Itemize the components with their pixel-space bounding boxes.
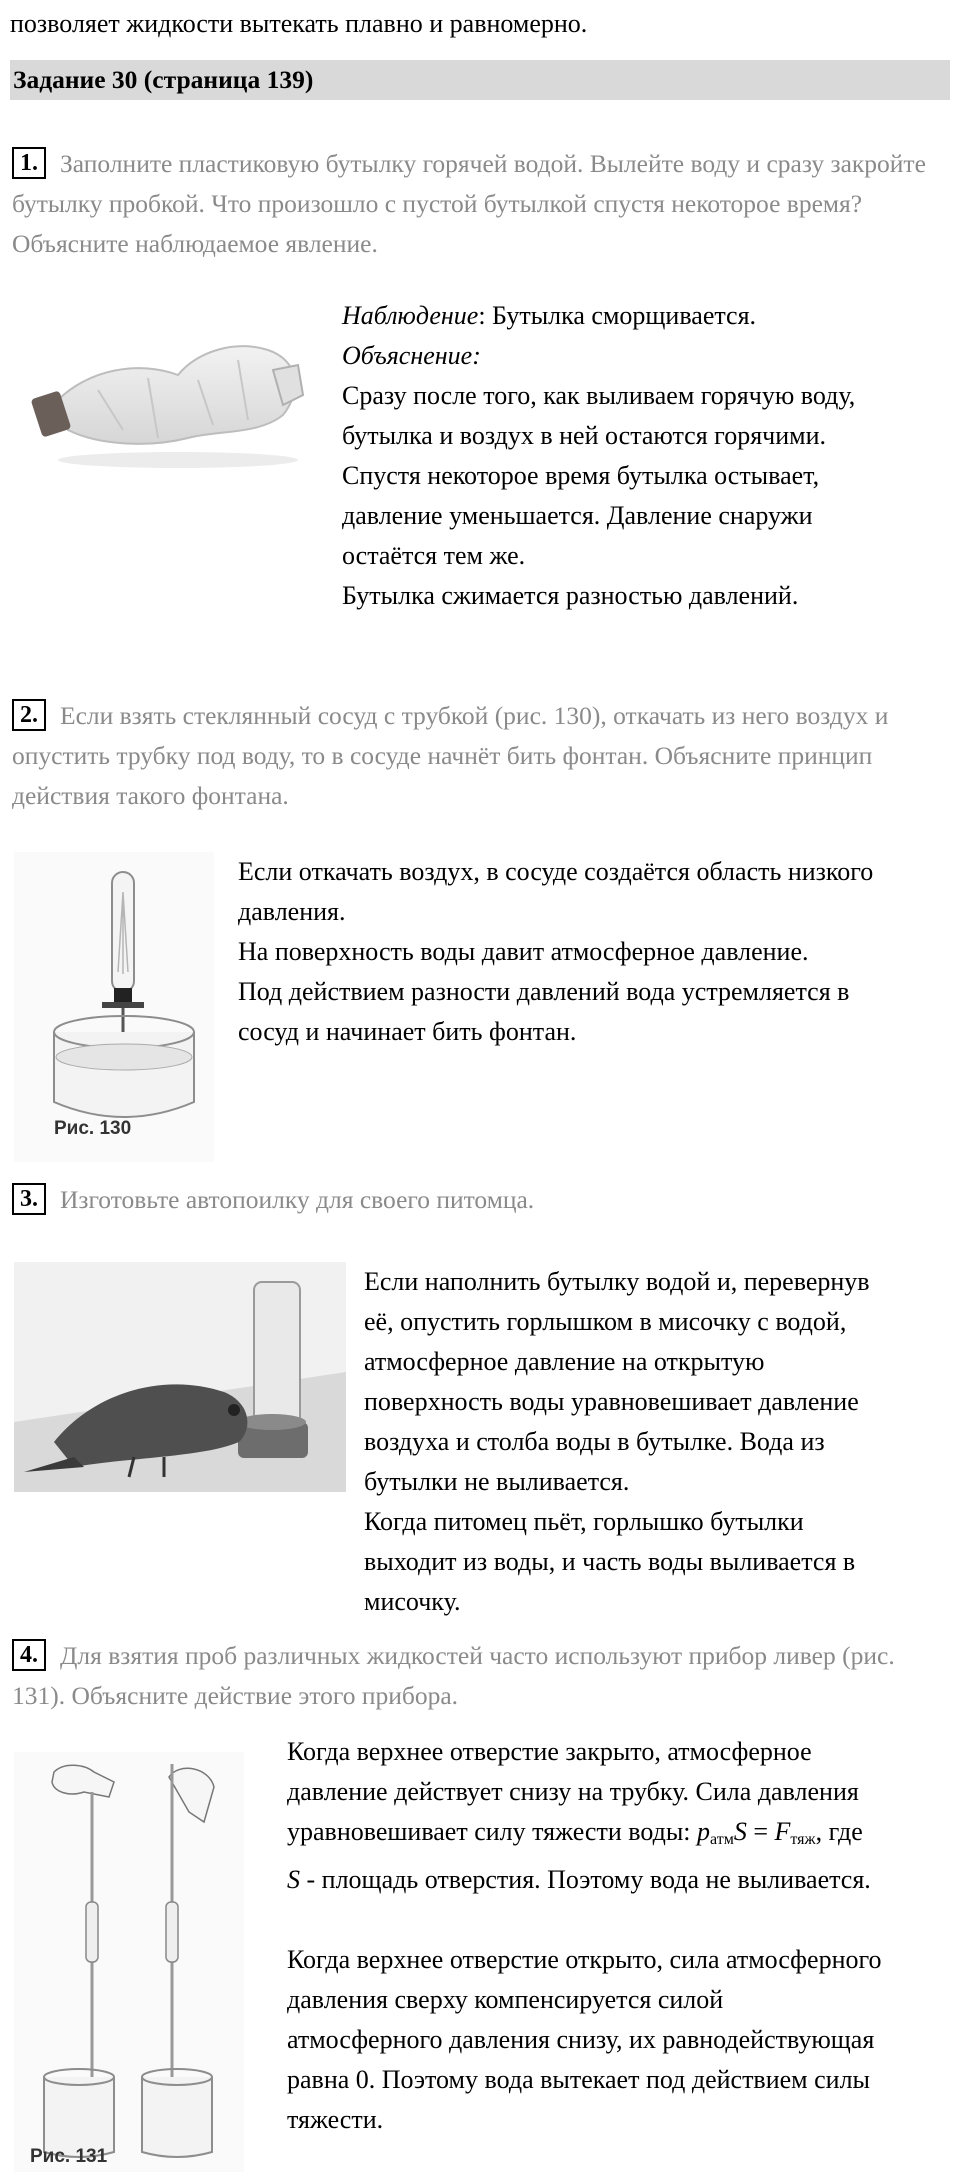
formula-F: F [774,1817,791,1846]
formula-tail-text: , где [815,1817,863,1846]
figure-131 [14,1752,244,2172]
answer-line: тяжести. [287,2105,384,2134]
formula-tyazh-sub: тяж [790,1831,816,1848]
answer-line: Если наполнить бутылку водой и, перевернув [364,1267,870,1296]
answer-line: Если откачать воздух, в сосуде создаётся область низкого [238,857,874,886]
task-3-number: 3. [12,1183,46,1215]
task-2-question [12,696,947,816]
answer-line: атмосферного давления снизу, их равнодействующая [287,2025,875,2054]
answer-line: На поверхность воды давит атмосферное давление. [238,937,809,966]
formula-S: S [733,1817,747,1846]
paragraph-gap [287,1900,952,1940]
answer-line: Когда питомец пьёт, горлышко бутылки [364,1507,804,1536]
pipette-liver-image [14,1752,244,2172]
answer-line: Когда верхнее отверстие закрыто, атмосферное [287,1737,812,1766]
continuation-line: позволяет жидкости вытекать плавно и равномерно. [10,9,588,38]
answer-line: давление действует снизу на трубку. Сила давления [287,1777,859,1806]
section-header-title: Задание 30 (страница 139) [13,65,314,94]
explanation-label: Объяснение: [342,341,481,370]
answer-line: давления сверху компенсируется силой [287,1985,724,2014]
answer-line: остаётся тем же. [342,541,526,570]
answer-line: выходит из воды, и часть воды выливается в [364,1547,856,1576]
answer-line: мисочку. [364,1587,461,1616]
area-symbol: S [287,1865,300,1894]
task-4-question [12,1636,947,1716]
formula-p: p [697,1817,711,1846]
figure-131-caption: Рис. 131 [30,2146,108,2167]
answer-line [287,1860,952,1900]
answer-line: бутылки не выливается. [364,1467,630,1496]
section-header [10,60,950,100]
task-1-question [12,144,947,264]
area-text: - площадь отверстия. Поэтому вода не выливается. [300,1865,871,1894]
parrot-waterer-image [14,1262,346,1492]
answer-line-formula [287,1812,952,1860]
figure-130 [14,852,214,1162]
observation-label: Наблюдение [342,301,479,330]
answer-line: равна 0. Поэтому вода вытекает под действием силы [287,2065,871,2094]
answer-line: бутылка и воздух в ней остаются горячими. [342,421,827,450]
answer-line: атмосферное давление на открытую [364,1347,765,1376]
formula-equals: = [746,1817,775,1846]
task-1-question-text: Заполните пластиковую бутылку горячей водой. Вылейте воду и сразу закройте бутылку пробкой. Что произошло с пустой бутылкой спустя некоторое время? Объясните наблюдаемое явление. [12,149,926,258]
answer-line: её, опустить горлышком в мисочку с водой, [364,1307,847,1336]
observation-text: : Бутылка сморщивается. [478,301,757,330]
figure-130-caption: Рис. 130 [54,1118,132,1139]
answer-line: Бутылка сжимается разностью давлений. [342,581,799,610]
crumpled-bottle-image [28,320,310,480]
task-2-question-text: Если взять стеклянный сосуд с трубкой (рис. 130), откачать из него воздух и опустить трубку под воду, то в сосуде начнёт бить фонтан. Объясните принцип действия такого фонтана. [12,701,889,810]
answer-line: сосуд и начинает бить фонтан. [238,1017,577,1046]
task-4-number: 4. [12,1639,46,1671]
task-1-number: 1. [12,147,46,179]
task-4-answer [287,1732,952,2140]
answer-line: Под действием разности давлений вода устремляется в [238,977,850,1006]
answer-line: поверхность воды уравновешивает давление [364,1387,859,1416]
answer-line: давления. [238,897,346,926]
task-3-question-text: Изготовьте автопоилку для своего питомца. [60,1185,535,1214]
task-2-answer [238,852,948,1052]
formula-atm-sub: атм [710,1831,734,1848]
answer-line: Сразу после того, как выливаем горячую воду, [342,381,856,410]
formula-lead-text: уравновешивает силу тяжести воды: [287,1817,698,1846]
task-2-number: 2. [12,699,46,731]
task-1-answer [342,296,942,616]
task-3-answer [364,1262,949,1622]
task-3-question [12,1180,947,1220]
answer-line: воздуха и столба воды в бутылке. Вода из [364,1427,825,1456]
fountain-vessel-image [14,852,214,1162]
answer-line: давление уменьшается. Давление снаружи [342,501,813,530]
answer-line: Спустя некоторое время бутылка остывает, [342,461,820,490]
task-4-question-text: Для взятия проб различных жидкостей часто используют прибор ливер (рис. 131). Объясните действие этого прибора. [12,1641,895,1710]
answer-line: Когда верхнее отверстие открыто, сила атмосферного [287,1945,882,1974]
